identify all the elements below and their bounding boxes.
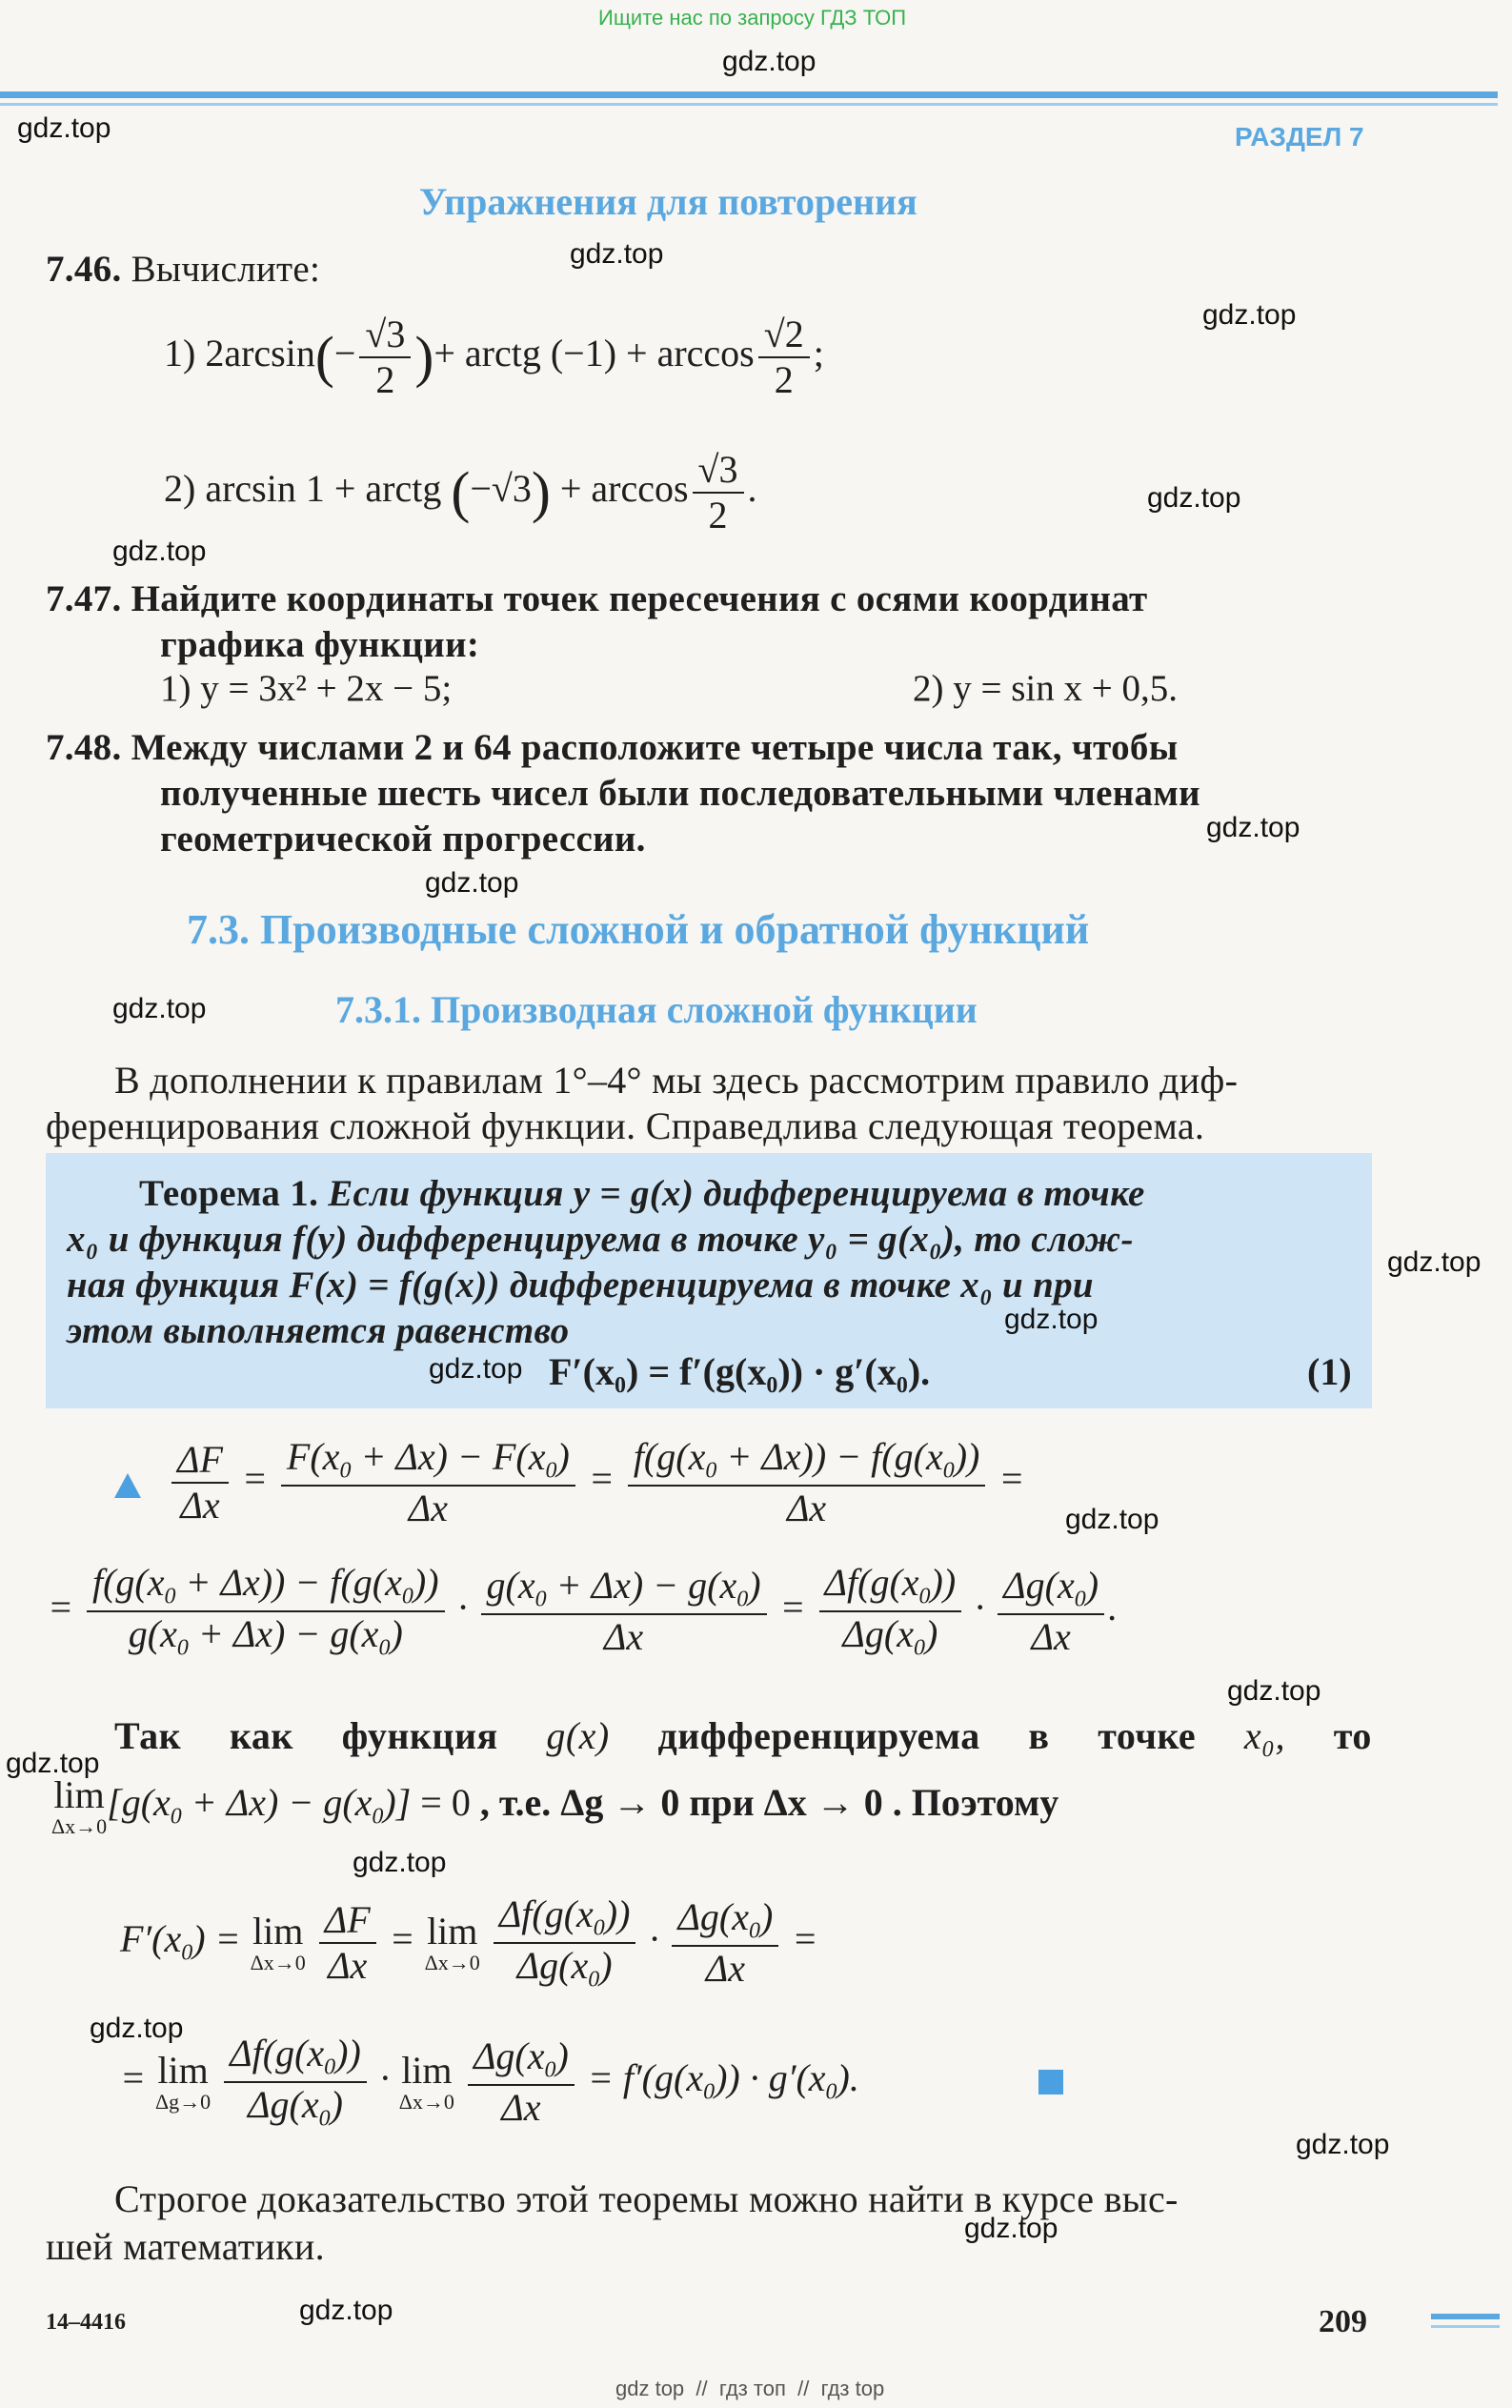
watermark: gdz.top: [1296, 2129, 1390, 2160]
exercise-748-line2: полученные шесть чисел были последовательными членами: [160, 773, 1200, 814]
proof-equation-3: $F'(x_0)$ = lim Δx→0 $\frac{\Delta F}{\Delta x}$ = lim Δx→0 $\frac{\Delta f(g(x_0))}{\Delta g(x_0)}$ · $\frac{\Delta g(x_0)}{\Delta x}$ =: [120, 1892, 818, 1993]
watermark: gdz.top: [429, 1353, 523, 1385]
proof-equation-1: $\frac{\Delta F}{\Delta x}$ = $\frac{F(x_0 + \Delta x) - F(x_0)}{\Delta x}$ = $\frac{f(g(x_0 + \Delta x)) - f(g(x_0))}{\Delta x}$ =: [168, 1435, 1024, 1530]
footer-code: 14–4416: [46, 2310, 126, 2335]
top-watermark[interactable]: Ищите нас по запросу ГДЗ ТОП: [598, 6, 907, 30]
theorem-line2: x₀ и функция f(y) дифференцируема в точке y₀ = g(x₀), то слож-: [67, 1219, 1134, 1260]
section-label: РАЗДЕЛ 7: [1235, 122, 1364, 152]
exercise-747-line1: 7.47. Найдите координаты точек пересечения с осями координат: [46, 578, 1148, 619]
watermark: gdz.top: [570, 238, 664, 270]
proof-equation-4: = lim Δg→0 $\frac{\Delta f(g(x_0))}{\Delta g(x_0)}$ · lim Δx→0 $\frac{\Delta g(x_0)}{\Delta x}$ = $f'(g(x_0)) \cdot g'(x_0)$.: [120, 2032, 859, 2132]
exercise-746-item2: 2) arcsin 1 + arctg (−√3) + arccos $\frac{√3}{2}$ .: [164, 448, 757, 536]
header-stripe-thin: [0, 103, 1498, 106]
theorem-line4: этом выполняется равенство: [67, 1310, 570, 1351]
watermark: gdz.top: [112, 993, 207, 1024]
watermark: gdz.top: [964, 2213, 1058, 2244]
proof-start-marker: [114, 1473, 141, 1498]
header-stripe: [0, 91, 1498, 98]
exercise-746-header: 7.46. Вычислите:: [46, 249, 321, 290]
intro-line1: В дополнении к правилам 1°–4° мы здесь рассмотрим правило диф-: [114, 1059, 1239, 1102]
watermark: gdz.top: [1147, 482, 1241, 514]
proof-text-line1: Так как функция g(x) дифференцируема в точке x₀, то: [114, 1714, 1372, 1757]
footer-stripe-thin: [1431, 2325, 1500, 2328]
theorem-equation-number: (1): [1307, 1350, 1352, 1393]
closing-line1: Строгое доказательство этой теоремы можно найти в курсе выс-: [114, 2177, 1179, 2220]
watermark: gdz.top: [722, 46, 816, 77]
bottom-watermark[interactable]: gdz top // гдз топ // гдз top: [615, 2377, 885, 2400]
footer-stripe: [1431, 2314, 1500, 2319]
watermark: gdz.top: [6, 1748, 100, 1779]
page-number: 209: [1319, 2304, 1367, 2339]
watermark: gdz.top: [90, 2013, 184, 2044]
review-title: Упражнения для повторения: [419, 180, 917, 223]
watermark: gdz.top: [1387, 1246, 1482, 1278]
subsection-title: 7.3.1. Производная сложной функции: [335, 988, 978, 1031]
exercise-747-item1: 1) y = 3x² + 2x − 5;: [160, 668, 453, 709]
exercise-746-item1: 1) 2arcsin(− $\frac{√3}{2}$ )+ arctg (−1) + arccos $\frac{√2}{2}$ ;: [164, 313, 824, 401]
watermark: gdz.top: [425, 867, 519, 899]
watermark: gdz.top: [353, 1847, 447, 1878]
watermark: gdz.top: [1206, 812, 1300, 843]
closing-line2: шей математики.: [46, 2225, 325, 2268]
watermark: gdz.top: [1227, 1675, 1321, 1707]
theorem-formula: F′(x₀) = f′(g(x₀)) · g′(x₀).: [549, 1350, 931, 1393]
theorem-line3: ная функция F(x) = f(g(x)) дифференцируема в точке x₀ и при: [67, 1265, 1094, 1305]
section-title: 7.3. Производные сложной и обратной функций: [187, 906, 1090, 953]
exercise-747-item2: 2) y = sin x + 0,5.: [913, 668, 1178, 709]
proof-equation-2: = $\frac{f(g(x_0 + \Delta x)) - f(g(x_0))}{g(x_0 + \Delta x) - g(x_0)}$ · $\frac{g(x_0 + \Delta x) - g(x_0)}{\Delta x}$ = $\frac{\Delta f(g(x_0))}{\Delta g(x_0)}$ · $\frac{\Delta g(x_0)}{\Delta x}$ .: [48, 1561, 1119, 1661]
exercise-748-line1: 7.48. Между числами 2 и 64 расположите четыре числа так, чтобы: [46, 727, 1179, 768]
theorem-line1: Теорема 1. Если функция y = g(x) дифференцируема в точке: [139, 1173, 1145, 1214]
exercise-748-line3: геометрической прогрессии.: [160, 819, 646, 860]
exercise-747-line2: графика функции:: [160, 624, 480, 665]
watermark: gdz.top: [1004, 1304, 1099, 1335]
watermark: gdz.top: [299, 2295, 393, 2326]
watermark: gdz.top: [1202, 299, 1297, 331]
intro-line2: ференцирования сложной функции. Справедлива следующая теорема.: [46, 1104, 1205, 1147]
proof-limit-line: lim Δx→0 $[g(x_0 + \Delta x) - g(x_0)] = 0$ , т.е. Δg → 0 при Δx → 0 . Поэтому: [51, 1773, 1059, 1838]
watermark: gdz.top: [112, 536, 207, 567]
watermark: gdz.top: [1065, 1504, 1159, 1535]
proof-end-marker: [1038, 2070, 1063, 2094]
watermark: gdz.top: [17, 112, 111, 144]
